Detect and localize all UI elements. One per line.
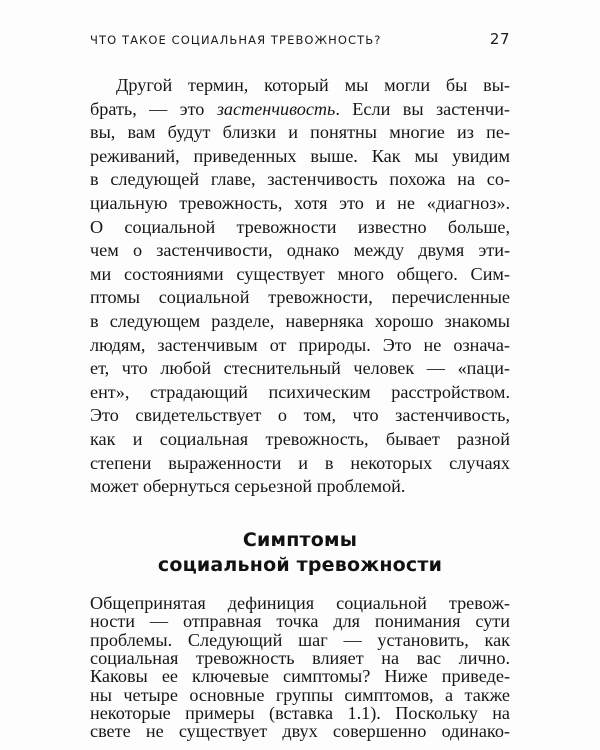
- emphasized-term: застенчивость: [216, 98, 336, 119]
- text-line: ет, что любой стеснительный человек — «паци-: [90, 358, 510, 379]
- text-line: брать, — это застенчивость. Если вы застенчи-: [90, 98, 510, 119]
- text-line: некоторые примеры (вставка 1.1). Поскольку на: [90, 703, 510, 724]
- text-line: Это свидетельствует о том, что застенчивость,: [90, 405, 510, 426]
- section-heading-line-1: Симптомы: [242, 529, 358, 551]
- text-line: ми состояниями существует много общего. Сим-: [90, 263, 510, 284]
- text-line: реживаний, приведенных выше. Как мы увидим: [90, 145, 510, 166]
- text-line: О социальной тревожности известно больше,: [90, 216, 510, 237]
- text-line: Каковы ее ключевые симптомы? Ниже приведе-: [90, 666, 510, 687]
- text-line: в следующей главе, застенчивость похожа на со-: [90, 169, 510, 190]
- text-line: вы, вам будут близки и понятны многие из пе-: [90, 122, 510, 143]
- text-line: чем о застенчивости, однако между двумя эти-: [90, 240, 510, 261]
- text-line: в следующем разделе, наверняка хорошо знакомы: [90, 311, 510, 331]
- text-line: свете не существует двух совершенно одинако-: [90, 721, 510, 742]
- page-number: 27: [489, 30, 510, 48]
- text-line: ны четыре основные группы симптомов, а также: [90, 684, 510, 705]
- text-line: птомы социальной тревожности, перечисленные: [90, 287, 510, 308]
- text-line: ности — отправная точка для понимания сути: [90, 611, 510, 632]
- section-heading-line-2: социальной тревожности: [157, 554, 443, 576]
- text-line: людям, застенчивым от природы. Это не означа-: [90, 334, 510, 355]
- text-line: социальная тревожность влияет на вас лично.: [90, 648, 510, 669]
- text-line: Общепринятая дефиниция социальной тревож-: [90, 593, 510, 613]
- text-line: Другой термин, который мы могли бы вы-: [116, 75, 510, 95]
- chapter-title: ЧТО ТАКОЕ СОЦИАЛЬНАЯ ТРЕВОЖНОСТЬ?: [90, 33, 382, 47]
- text-line: циальную тревожность, хотя это и не «диагноз».: [90, 193, 510, 213]
- text-line: степени выраженности и в некоторых случаях: [90, 452, 510, 473]
- text-line: может обернуться серьезной проблемой.: [90, 476, 406, 497]
- text-line: ент», страдающий психическим расстройством.: [90, 381, 510, 402]
- text-line: проблемы. Следующий шаг — установить, как: [90, 629, 510, 650]
- running-head: [90, 30, 510, 50]
- text-line: как и социальная тревожность, бывает разной: [90, 429, 510, 449]
